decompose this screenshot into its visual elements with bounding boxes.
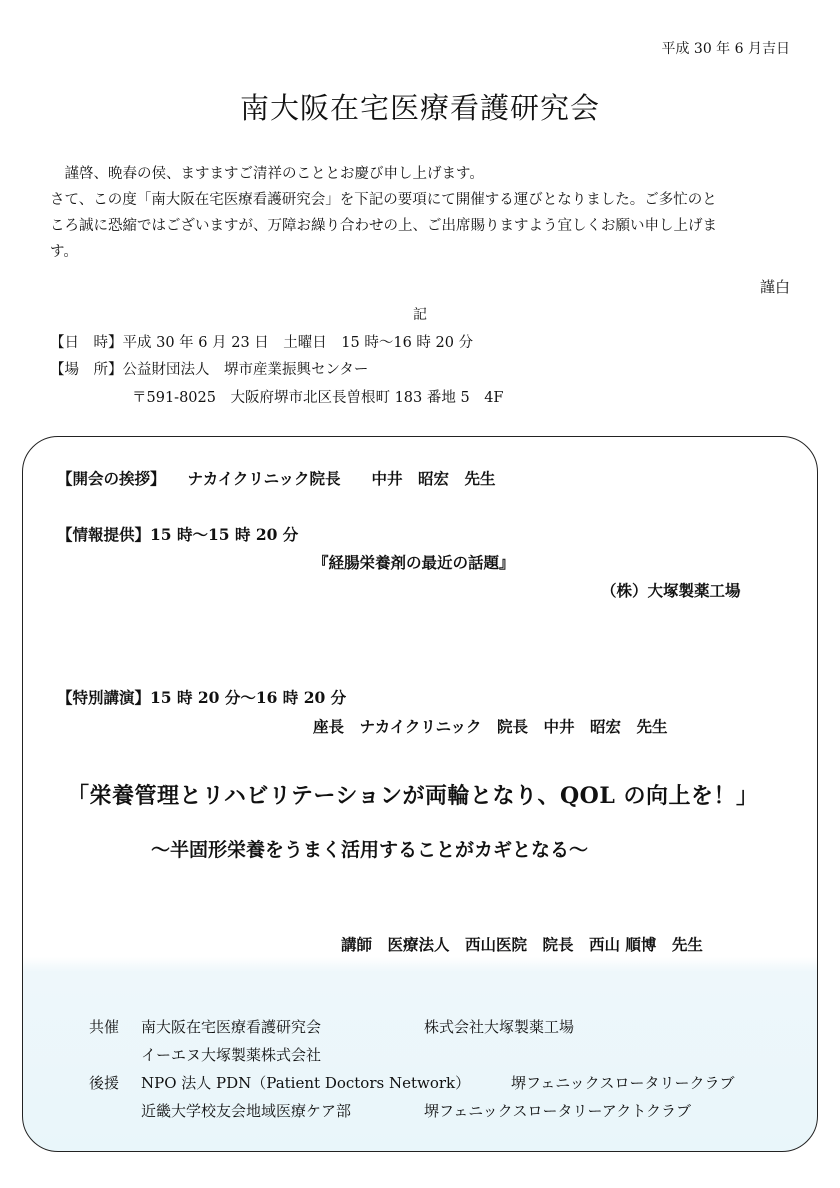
lecture-row — [57, 686, 346, 708]
ki-mark: 記 — [413, 307, 427, 323]
cohost-1: 南大阪在宅医療看護研究会 — [141, 1018, 322, 1036]
support-1: NPO 法人 PDN（Patient Doctors Network） — [141, 1074, 471, 1092]
opening-speaker: ナカイクリニック院長 中井 昭宏 先生 — [187, 469, 496, 488]
venue-address: 〒591-8025 大阪府堺市北区長曽根町 183 番地 5 4F — [132, 390, 504, 406]
info-company: （株）大塚製薬工場 — [601, 581, 741, 600]
lecture-label: 【特別講演】 — [57, 688, 151, 707]
issue-date: 平成 30 年 6 月吉日 — [661, 41, 790, 57]
info-label: 【情報提供】 — [57, 525, 151, 544]
datetime-value: 平成 30 年 6 月 23 日 土曜日 15 時～16 時 20 分 — [122, 335, 474, 351]
lecture-main-title: 「栄養管理とリハビリテーションが両輪となり、QOL の向上を！」 — [67, 783, 759, 809]
lecturer: 講師 医療法人 西山医院 院長 西山 順博 先生 — [341, 935, 703, 954]
venue-name: 公益財団法人 堺市産業振興センター — [122, 362, 369, 378]
page-title: 南大阪在宅医療看護研究会 — [239, 91, 600, 125]
opening-row — [57, 467, 496, 489]
support-3: 近畿大学校友会地域医療ケア部 — [141, 1102, 352, 1120]
letter-closing: 謹白 — [759, 278, 790, 296]
lecture-time: 15 時 20 分～16 時 20 分 — [150, 688, 347, 707]
letter-line-3: ころ誠に恐縮ではございますが、万障お繰り合わせの上、ご出席賜りますよう宜しくお願い申し上げま — [50, 218, 717, 234]
info-time: 15 時～15 時 20 分 — [150, 525, 299, 544]
datetime-row — [50, 331, 473, 352]
datetime-label: 【日 時】 — [50, 335, 123, 351]
chairperson: 座長 ナカイクリニック 院長 中井 昭宏 先生 — [313, 717, 668, 736]
letter-line-4: す。 — [50, 244, 78, 260]
support-4: 堺フェニックスロータリーアクトクラブ — [424, 1102, 692, 1120]
cohost-3: イーエヌ大塚製薬株式会社 — [141, 1046, 322, 1064]
support-label: 後援 — [89, 1074, 120, 1092]
venue-row — [50, 358, 368, 379]
cohost-2: 株式会社大塚製薬工場 — [424, 1018, 575, 1036]
info-title: 『経腸栄養剤の最近の話題』 — [313, 553, 515, 572]
info-row — [57, 523, 298, 545]
letter-line-1: 謹啓、晩春の侯、ますますご清祥のこととお慶び申し上げます。 — [50, 166, 484, 182]
venue-label: 【場 所】 — [50, 362, 123, 378]
cohost-label: 共催 — [89, 1018, 120, 1036]
opening-label: 【開会の挨拶】 — [57, 469, 166, 488]
support-2: 堺フェニックスロータリークラブ — [511, 1074, 735, 1092]
letter-line-2: さて、この度「南大阪在宅医療看護研究会」を下記の要項にて開催する運びとなりました。ご多忙のと — [50, 192, 717, 208]
lecture-subtitle: ～半固形栄養をうまく活用することがカギとなる～ — [151, 839, 589, 861]
program-panel — [22, 436, 818, 1152]
